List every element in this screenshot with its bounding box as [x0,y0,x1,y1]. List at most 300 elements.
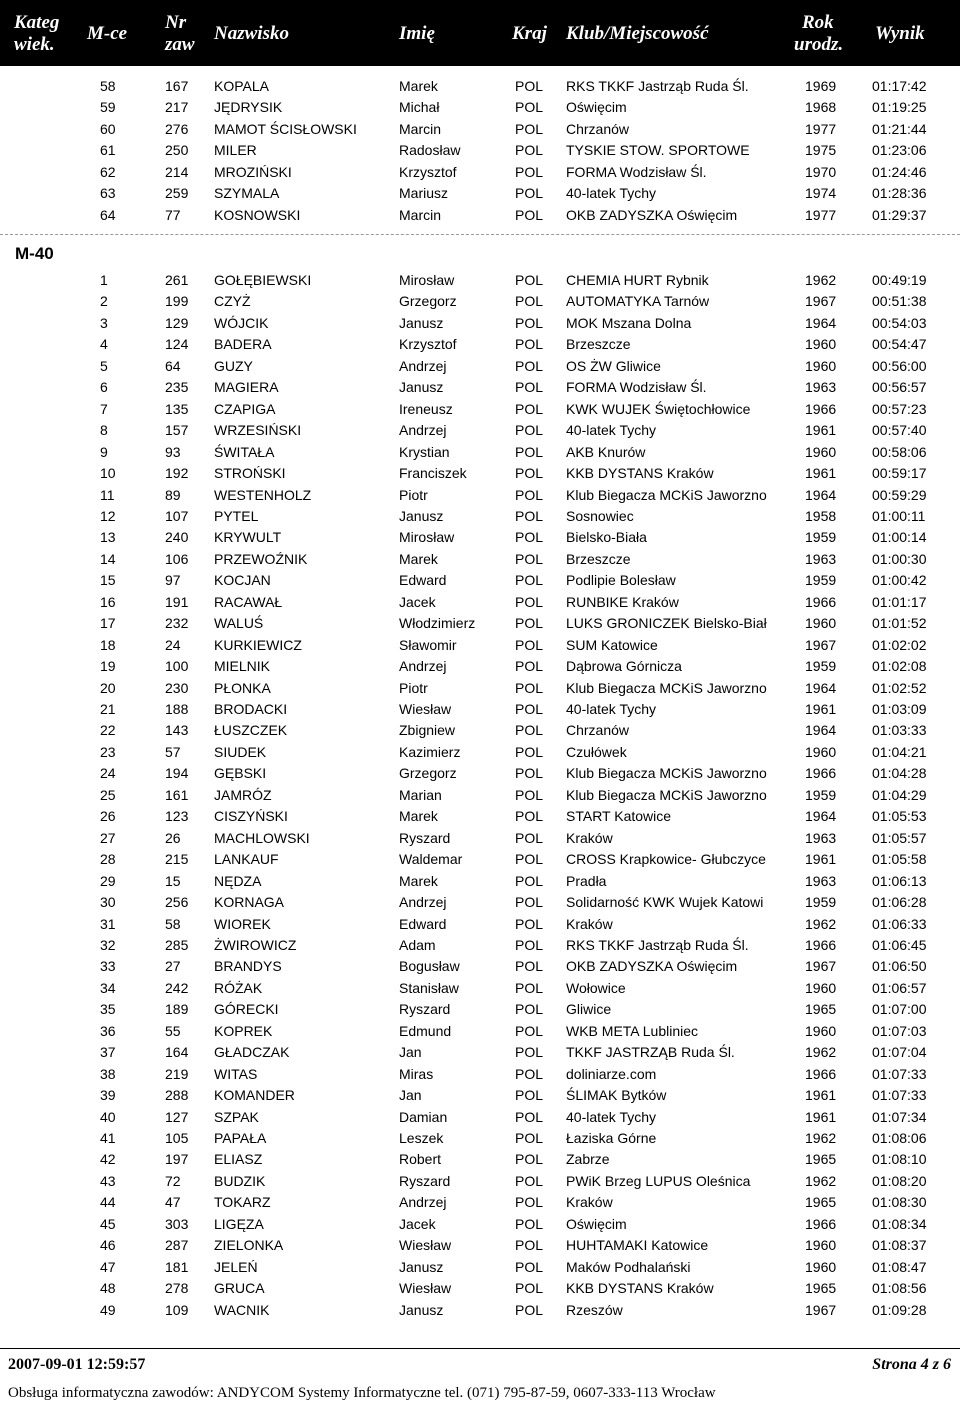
cell-result-time: 01:08:37 [872,1237,927,1254]
cell-surname: WÓJCIK [214,314,269,331]
cell-first-name: Marek [399,550,438,567]
cell-surname: GŁADCZAK [214,1044,290,1061]
cell-result-time: 01:06:28 [872,894,927,911]
cell-place: 26 [100,808,116,825]
table-row [0,549,960,570]
table-row [0,442,960,463]
cell-bib-number: 157 [165,422,189,439]
cell-place: 33 [100,958,116,975]
cell-first-name: Edward [399,572,447,589]
cell-place: 49 [100,1301,116,1318]
cell-surname: ZIELONKA [214,1237,284,1254]
cell-birth-year: 1959 [805,786,837,803]
cell-first-name: Kazimierz [399,743,461,760]
cell-birth-year: 1966 [805,1065,837,1082]
cell-country: POL [515,1215,544,1232]
cell-birth-year: 1960 [805,1258,837,1275]
cell-result-time: 01:08:47 [872,1258,927,1275]
cell-bib-number: 135 [165,400,189,417]
cell-first-name: Edmund [399,1022,452,1039]
cell-bib-number: 164 [165,1044,189,1061]
cell-club: RKS TKKF Jastrząb Ruda Śl. [566,936,749,953]
cell-club: SUM Katowice [566,636,658,653]
cell-bib-number: 89 [165,486,181,503]
cell-bib-number: 276 [165,120,189,137]
cell-surname: WRZESIŃSKI [214,422,302,439]
cell-result-time: 01:08:56 [872,1280,927,1297]
cell-result-time: 01:04:21 [872,743,927,760]
cell-surname: JĘDRYSIK [214,99,283,116]
cell-club: Solidarność KWK Wujek Katowi [566,894,764,911]
cell-country: POL [515,572,544,589]
cell-place: 20 [100,679,116,696]
cell-place: 61 [100,142,116,159]
cell-birth-year: 1964 [805,808,837,825]
cell-place: 5 [100,357,108,374]
cell-place: 39 [100,1087,116,1104]
table-row [0,1021,960,1042]
cell-club: Kraków [566,829,613,846]
table-row [0,205,960,226]
table-row [0,871,960,892]
table-row [0,183,960,204]
cell-place: 44 [100,1194,116,1211]
cell-country: POL [515,786,544,803]
cell-place: 63 [100,185,116,202]
cell-surname: RÓŻAK [214,979,263,996]
cell-first-name: Adam [399,936,436,953]
cell-first-name: Ryszard [399,1172,451,1189]
header-club: Klub/Miejscowość [566,23,709,44]
cell-club: Oświęcim [566,1215,627,1232]
cell-bib-number: 57 [165,743,181,760]
cell-club: Chrzanów [566,120,630,137]
cell-surname: SIUDEK [214,743,267,760]
cell-place: 1 [100,272,108,288]
cell-country: POL [515,872,544,889]
cell-result-time: 01:08:10 [872,1151,927,1168]
cell-bib-number: 26 [165,829,181,846]
cell-first-name: Janusz [399,1301,444,1318]
table-row [0,162,960,183]
cell-country: POL [515,701,544,717]
cell-birth-year: 1959 [805,529,837,546]
cell-place: 12 [100,507,116,524]
cell-country: POL [515,1280,544,1297]
table-row [0,613,960,634]
cell-result-time: 01:06:50 [872,958,927,975]
cell-first-name: Krzysztof [399,163,457,180]
header-year-line1: Rok [802,12,834,33]
cell-place: 32 [100,936,116,953]
cell-bib-number: 181 [165,1258,189,1275]
cell-surname: ŁUSZCZEK [214,722,288,739]
cell-result-time: 00:58:06 [872,443,927,460]
cell-result-time: 01:08:30 [872,1194,927,1211]
cell-place: 58 [100,78,116,94]
cell-place: 8 [100,422,108,439]
cell-surname: KOPREK [214,1022,273,1039]
cell-club: CHEMIA HURT Rybnik [566,272,709,288]
cell-bib-number: 240 [165,529,189,546]
cell-bib-number: 72 [165,1172,181,1189]
cell-result-time: 01:00:42 [872,572,927,589]
cell-club: START Katowice [566,808,672,825]
cell-result-time: 01:05:58 [872,851,927,868]
cell-result-time: 01:28:36 [872,185,927,202]
cell-club: KKB DYSTANS Kraków [566,465,714,482]
cell-bib-number: 288 [165,1087,189,1104]
cell-country: POL [515,1301,544,1318]
cell-place: 10 [100,465,116,482]
cell-result-time: 01:19:25 [872,99,927,116]
cell-place: 45 [100,1215,116,1232]
cell-birth-year: 1960 [805,357,837,374]
cell-place: 24 [100,765,116,782]
cell-country: POL [515,1044,544,1061]
cell-club: FORMA Wodzisław Śl. [566,379,707,396]
cell-place: 62 [100,163,116,180]
cell-country: POL [515,1258,544,1275]
cell-place: 38 [100,1065,116,1082]
table-row [0,1149,960,1170]
cell-birth-year: 1965 [805,1001,837,1018]
cell-place: 6 [100,379,108,396]
cell-surname: PŁONKA [214,679,271,696]
cell-club: PWiK Brzeg LUPUS Oleśnica [566,1172,751,1189]
cell-club: RUNBIKE Kraków [566,593,679,610]
cell-birth-year: 1959 [805,894,837,911]
cell-birth-year: 1961 [805,851,837,868]
cell-result-time: 00:56:57 [872,379,927,396]
cell-bib-number: 250 [165,142,189,159]
cell-country: POL [515,615,544,632]
cell-first-name: Leszek [399,1130,444,1146]
cell-club: AUTOMATYKA Tarnów [566,293,710,310]
cell-place: 21 [100,701,116,717]
table-row [0,635,960,656]
cell-result-time: 01:03:09 [872,701,927,717]
cell-birth-year: 1966 [805,765,837,782]
cell-country: POL [515,465,544,482]
cell-bib-number: 235 [165,379,189,396]
table-row [0,1042,960,1063]
cell-surname: JELEŃ [214,1258,258,1275]
table-row [0,270,960,291]
cell-surname: PAPAŁA [214,1130,267,1146]
table-row [0,592,960,613]
header-country: Kraj [512,23,547,44]
cell-birth-year: 1974 [805,185,837,202]
cell-surname: CZYŻ [214,293,251,310]
cell-club: Brzeszcze [566,550,631,567]
cell-country: POL [515,206,544,223]
cell-first-name: Edward [399,915,447,932]
cell-place: 28 [100,851,116,868]
cell-country: POL [515,765,544,782]
cell-club: LUKS GRONICZEK Bielsko-Biał [566,615,767,632]
cell-club: Sosnowiec [566,507,634,524]
cell-place: 36 [100,1022,116,1039]
cell-surname: GOŁĘBIEWSKI [214,272,312,288]
cell-surname: MACHLOWSKI [214,829,310,846]
cell-bib-number: 55 [165,1022,181,1039]
cell-first-name: Miras [399,1065,434,1082]
cell-surname: TOKARZ [214,1194,271,1211]
cell-surname: GÓRECKI [214,1001,279,1018]
cell-place: 9 [100,443,108,460]
cell-country: POL [515,443,544,460]
cell-birth-year: 1967 [805,1301,837,1318]
cell-club: KWK WUJEK Świętochłowice [566,400,751,417]
cell-club: 40-latek Tychy [566,422,657,439]
cell-club: Klub Biegacza MCKiS Jaworzno [566,765,767,782]
cell-birth-year: 1962 [805,1130,837,1146]
cell-place: 15 [100,572,116,589]
table-row [0,1064,960,1085]
table-row [0,1235,960,1256]
cell-place: 37 [100,1044,116,1061]
cell-place: 13 [100,529,116,546]
cell-bib-number: 105 [165,1130,189,1146]
cell-birth-year: 1961 [805,701,837,717]
cell-country: POL [515,529,544,546]
cell-surname: CZAPIGA [214,400,276,417]
cell-result-time: 01:08:20 [872,1172,927,1189]
cell-result-time: 01:00:14 [872,529,927,546]
table-row [0,849,960,870]
table-row [0,119,960,140]
cell-birth-year: 1962 [805,915,837,932]
cell-place: 43 [100,1172,116,1189]
cell-first-name: Wiesław [399,1237,452,1254]
cell-club: Klub Biegacza MCKiS Jaworzno [566,679,767,696]
cell-surname: MROZIŃSKI [214,163,292,180]
cell-club: Maków Podhalański [566,1258,691,1275]
cell-club: 40-latek Tychy [566,701,657,717]
cell-first-name: Waldemar [399,851,463,868]
table-row [0,485,960,506]
cell-birth-year: 1958 [805,507,837,524]
cell-birth-year: 1964 [805,722,837,739]
cell-bib-number: 189 [165,1001,189,1018]
table-row [0,506,960,527]
cell-country: POL [515,1087,544,1104]
cell-result-time: 01:07:33 [872,1087,927,1104]
cell-surname: BUDZIK [214,1172,266,1189]
cell-surname: KRYWULT [214,529,282,546]
cell-surname: ELIASZ [214,1151,263,1168]
cell-bib-number: 107 [165,507,189,524]
cell-surname: WACNIK [214,1301,270,1318]
cell-place: 47 [100,1258,116,1275]
table-row [0,1192,960,1213]
table-row [0,956,960,977]
cell-surname: BRODACKI [214,701,288,717]
cell-country: POL [515,486,544,503]
cell-first-name: Wiesław [399,701,452,717]
header-category-line1: Kateg [14,12,60,33]
table-row [0,420,960,441]
cell-birth-year: 1961 [805,1108,837,1125]
cell-surname: ŚWITAŁA [214,443,275,460]
header-firstname: Imię [399,23,435,44]
table-row [0,1300,960,1321]
table-row [0,399,960,420]
cell-country: POL [515,1172,544,1189]
cell-first-name: Robert [399,1151,442,1168]
cell-country: POL [515,1001,544,1018]
cell-surname: PYTEL [214,507,259,524]
cell-birth-year: 1963 [805,829,837,846]
cell-place: 42 [100,1151,116,1168]
cell-birth-year: 1960 [805,1022,837,1039]
cell-first-name: Andrzej [399,658,447,675]
cell-surname: MAGIERA [214,379,279,396]
cell-first-name: Piotr [399,486,428,503]
cell-birth-year: 1967 [805,636,837,653]
cell-bib-number: 129 [165,314,189,331]
cell-bib-number: 230 [165,679,189,696]
cell-bib-number: 161 [165,786,189,803]
cell-club: CROSS Krapkowice- Głubczyce [566,851,766,868]
cell-first-name: Andrzej [399,1194,447,1211]
cell-country: POL [515,1022,544,1039]
cell-club: Brzeszcze [566,336,631,353]
cell-country: POL [515,163,544,180]
table-row [0,1107,960,1128]
cell-result-time: 01:04:29 [872,786,927,803]
table-row [0,720,960,741]
cell-surname: KOCJAN [214,572,271,589]
cell-birth-year: 1977 [805,120,837,137]
cell-club: Bielsko-Biała [566,529,647,546]
cell-first-name: Mirosław [399,529,455,546]
cell-bib-number: 285 [165,936,189,953]
cell-first-name: Andrzej [399,357,447,374]
cell-bib-number: 194 [165,765,189,782]
cell-result-time: 00:49:19 [872,272,927,288]
cell-surname: SZPAK [214,1108,259,1125]
cell-result-time: 00:57:40 [872,422,927,439]
cell-place: 34 [100,979,116,996]
cell-surname: KOSNOWSKI [214,206,301,223]
cell-place: 46 [100,1237,116,1254]
cell-place: 48 [100,1280,116,1297]
cell-bib-number: 215 [165,851,189,868]
cell-bib-number: 109 [165,1301,189,1318]
cell-first-name: Mirosław [399,272,455,288]
cell-birth-year: 1977 [805,206,837,223]
cell-country: POL [515,636,544,653]
cell-result-time: 01:01:17 [872,593,927,610]
cell-bib-number: 199 [165,293,189,310]
cell-club: 40-latek Tychy [566,1108,657,1125]
cell-country: POL [515,293,544,310]
cell-birth-year: 1963 [805,872,837,889]
cell-country: POL [515,99,544,116]
cell-birth-year: 1961 [805,465,837,482]
cell-country: POL [515,743,544,760]
cell-first-name: Stanisław [399,979,459,996]
cell-country: POL [515,507,544,524]
cell-result-time: 01:02:02 [872,636,927,653]
cell-first-name: Ryszard [399,829,451,846]
cell-bib-number: 97 [165,572,181,589]
cell-first-name: Janusz [399,507,444,524]
cell-country: POL [515,593,544,610]
cell-bib-number: 123 [165,808,189,825]
cell-bib-number: 232 [165,615,189,632]
cell-first-name: Zbigniew [399,722,456,739]
cell-club: Łaziska Górne [566,1130,657,1146]
cell-country: POL [515,142,544,159]
cell-birth-year: 1963 [805,379,837,396]
cell-result-time: 01:29:37 [872,206,927,223]
cell-bib-number: 188 [165,701,189,717]
cell-birth-year: 1960 [805,979,837,996]
cell-first-name: Bogusław [399,958,460,975]
table-row [0,1257,960,1278]
cell-first-name: Andrzej [399,422,447,439]
header-number-line2: zaw [165,34,195,55]
table-row [0,999,960,1020]
cell-surname: LIGĘZA [214,1215,264,1232]
cell-place: 29 [100,872,116,889]
table-row [0,1214,960,1235]
cell-place: 30 [100,894,116,911]
cell-place: 59 [100,99,116,116]
cell-first-name: Marcin [399,120,442,137]
cell-place: 16 [100,593,116,610]
cell-birth-year: 1965 [805,1151,837,1168]
cell-club: AKB Knurów [566,443,646,460]
footer-rule [0,1348,960,1349]
cell-birth-year: 1960 [805,615,837,632]
cell-birth-year: 1960 [805,336,837,353]
cell-place: 22 [100,722,116,739]
cell-club: MOK Mszana Dolna [566,314,692,331]
cell-result-time: 00:59:29 [872,486,927,503]
cell-first-name: Ireneusz [399,400,453,417]
cell-surname: NĘDZA [214,872,262,889]
cell-birth-year: 1961 [805,422,837,439]
cell-club: OKB ZADYSZKA Oświęcim [566,206,738,223]
cell-first-name: Marek [399,78,438,94]
cell-first-name: Grzegorz [399,765,457,782]
header-category-line2: wiek. [14,34,55,55]
table-row [0,656,960,677]
cell-result-time: 00:57:23 [872,400,927,417]
cell-birth-year: 1966 [805,400,837,417]
cell-first-name: Krystian [399,443,450,460]
cell-result-time: 01:05:57 [872,829,927,846]
cell-place: 40 [100,1108,116,1125]
table-row [0,570,960,591]
cell-first-name: Krzysztof [399,336,457,353]
cell-club: WKB META Lubliniec [566,1022,699,1039]
cell-place: 17 [100,615,116,632]
cell-result-time: 01:06:33 [872,915,927,932]
cell-first-name: Jan [399,1087,422,1104]
cell-bib-number: 15 [165,872,181,889]
cell-first-name: Piotr [399,679,428,696]
header-surname: Nazwisko [214,23,289,44]
table-row [0,463,960,484]
cell-birth-year: 1960 [805,743,837,760]
header-result: Wynik [875,23,925,44]
cell-club: Podlipie Bolesław [566,572,676,589]
